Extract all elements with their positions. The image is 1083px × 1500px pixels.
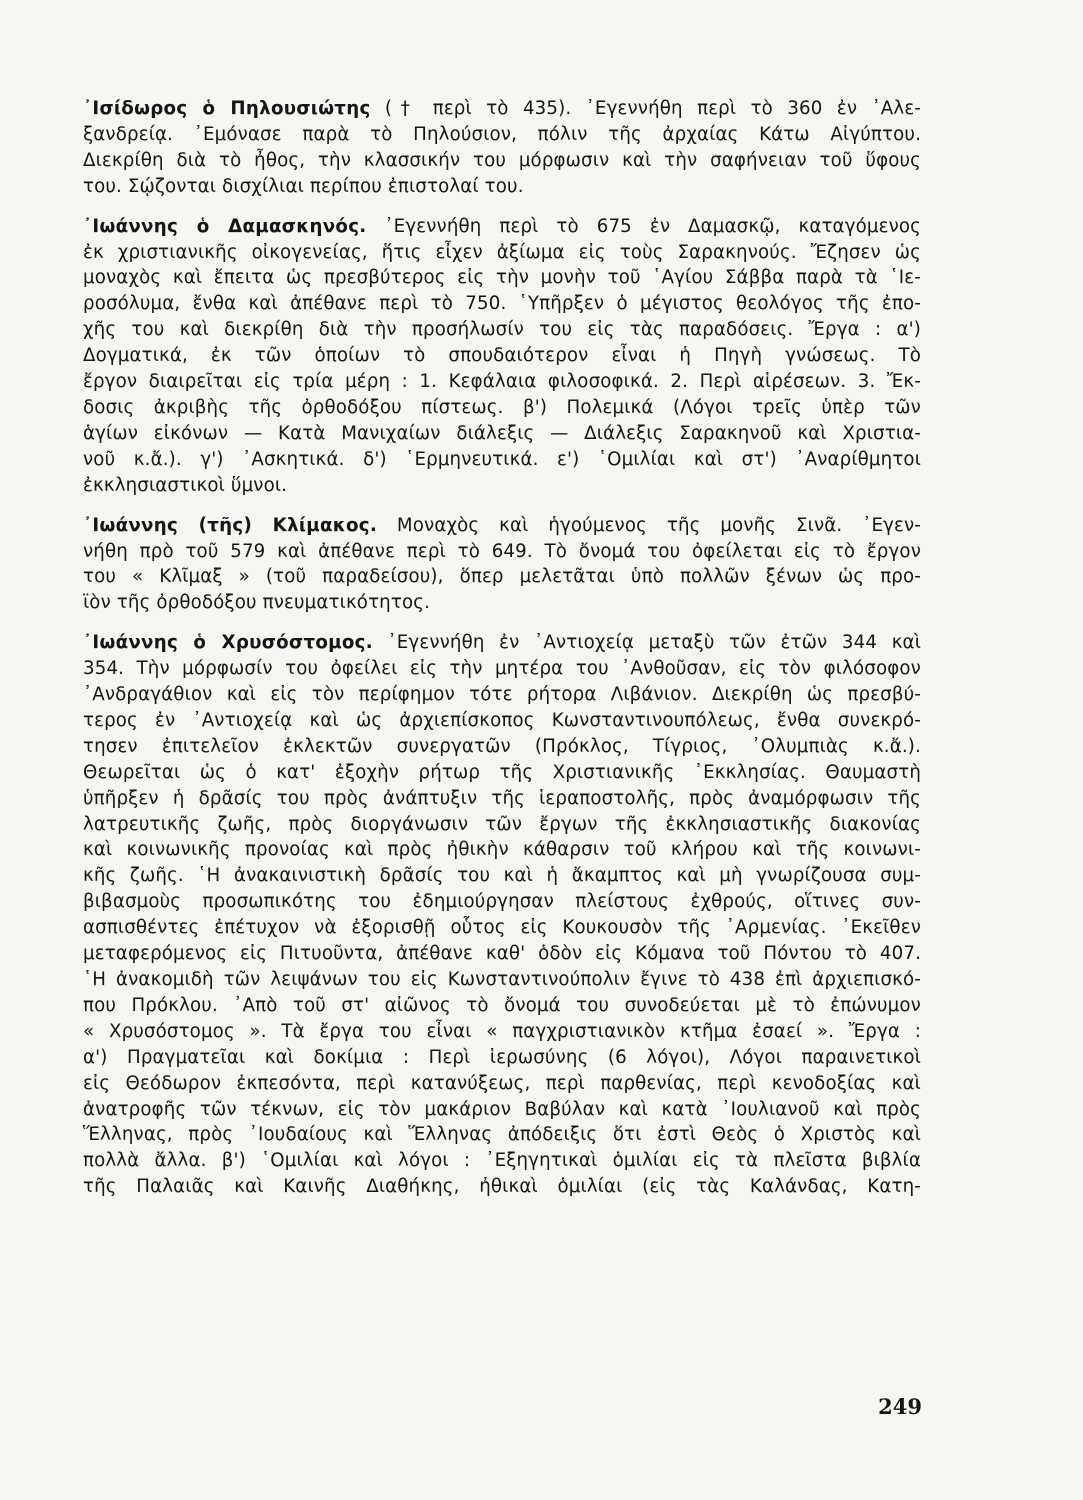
text-line: μεταφερόμενος εἰς Πιτυοῦντα, ἀπέθανε καθ' ὁδὸν εἰς Κόμανα τοῦ Πόντου τὸ 407. [83, 943, 921, 965]
text-line: μοναχὸς καὶ ἔπειτα ὡς πρεσβύτερος εἰς τὴν μονὴν τοῦ ῾Αγίου Σάββα παρὰ τὰ ῾Ιε- [83, 267, 921, 289]
text-line: κῆς ζωῆς. ῾Η ἀνακαινιστικὴ δρᾶσίς του καὶ ἡ ἄκαμπτος καὶ μὴ γνωρίζουσα συμ- [83, 865, 921, 887]
text-line: ἔργον διαιρεῖται εἰς τρία μέρη : 1. Κεφάλαια φιλοσοφικά. 2. Περὶ αἱρέσεων. 3. Ἔκ- [83, 371, 921, 393]
text-line: νοῦ κ.ἄ.). γ') ᾿Ασκητικά. δ') ῾Ερμηνευτικά. ε') ῾Ομιλίαι καὶ στ') ᾿Αναρίθμητοι [83, 448, 921, 470]
text-line: βιβασμοὺς προσωπικότης του ἐδημιούργησαν πλείστους ἐχθρούς, οἵτινες συν- [83, 891, 921, 913]
text-line: καὶ κοινωνικῆς προνοίας καὶ πρὸς ἠθικὴν κάθαρσιν τοῦ κλήρου καὶ τῆς κοινωνι- [83, 839, 921, 861]
text-line: Δογματικά, ἐκ τῶν ὁποίων τὸ σπουδαιότερον εἶναι ἡ Πηγὴ γνώσεως. Τὸ [83, 345, 921, 367]
text-line: Ἕλληνας, πρὸς ᾿Ιουδαίους καὶ Ἕλληνας ἀπόδειξις ὅτι ἐστὶ Θεὸς ὁ Χριστὸς καὶ [83, 1124, 921, 1146]
text-line: του « Κλῖμαξ » (τοῦ παραδείσου), ὅπερ μελετᾶται ὑπὸ πολλῶν ξένων ὡς προ- [83, 566, 921, 588]
text-line: πολλὰ ἄλλα. β') ῾Ομιλίαι καὶ λόγοι : ᾿Εξηγητικαὶ ὁμιλίαι εἰς τὰ πλεῖστα βιβλία [83, 1150, 921, 1172]
text-line: Θεωρεῖται ὡς ὁ κατ' ἐξοχὴν ρήτωρ τῆς Χριστιανικῆς ᾿Εκκλησίας. Θαυμαστὴ [83, 761, 921, 783]
text-line: Διεκρίθη διὰ τὸ ἦθος, τὴν κλασσικήν του μόρφωσιν καὶ τὴν σαφήνειαν τοῦ ὕφους [83, 149, 921, 171]
entry-john-damascene [83, 214, 921, 499]
text-line: τῆς Παλαιᾶς καὶ Καινῆς Διαθήκης, ἠθικαὶ ὁμιλίαι (εἰς τὰς Καλάνδας, Κατη- [83, 1176, 921, 1198]
text-line: ᾿Ισίδωρος ὁ Πηλουσιώτης († περὶ τὸ 435). ᾿Εγεννήθη περὶ τὸ 360 ἐν ᾿Αλε- [83, 98, 922, 119]
text-line: λατρευτικῆς ζωῆς, πρὸς διοργάνωσιν τῶν ἔργων τῆς ἐκκλησιαστικῆς διακονίας [83, 813, 921, 835]
entry-heading: ᾿Ιωάννης (τῆς) Κλίμακος. [83, 514, 378, 536]
text-line: ασπισθέντες ἐπέτυχον νὰ ἐξορισθῇ οὗτος εἰς Κουκουσὸν τῆς ᾿Αρμενίας. ᾿Εκεῖθεν [83, 917, 921, 939]
entry-heading: ᾿Ισίδωρος ὁ Πηλουσιώτης [83, 98, 371, 119]
text-line: ἁγίων εἰκόνων — Κατὰ Μανιχαίων διάλεξις — Διάλεξις Σαρακηνοῦ καὶ Χριστια- [83, 422, 921, 444]
text-line: ϊὸν τῆς ὀρθοδόξου πνευματικότητος. [83, 592, 430, 614]
text-line: ὑπῆρξεν ἡ δρᾶσίς του πρὸς ἀνάπτυξιν τῆς ἱεραποστολῆς, πρὸς ἀναμόρφωσιν τῆς [83, 787, 921, 809]
text-line: ἐκ χριστιανικῆς οἰκογενείας, ἥτις εἶχεν ἀξίωμα εἰς τοὺς Σαρακηνούς. Ἔζησεν ὡς [83, 241, 921, 263]
text-line: τερος ἐν ᾿Αντιοχείᾳ καὶ ὡς ἀρχιεπίσκοπος Κωνσταντινουπόλεως, ἔνθα συνεκρό- [83, 709, 921, 731]
text-line: « Χρυσόστομος ». Τὰ ἔργα του εἶναι « παγχριστιανικὸν κτῆμα ἐσαεί ». Ἔργα : [83, 1020, 921, 1042]
entry-heading: ᾿Ιωάννης ὁ Δαμασκηνός. [83, 215, 367, 237]
text-line: ᾿Ιωάννης ὁ Χρυσόστομος. ᾿Εγεννήθη ἐν ᾿Αντιοχείᾳ μεταξὺ τῶν ἐτῶν 344 καὶ [83, 632, 922, 654]
text-line: ᾿Ανδραγάθιον καὶ εἰς τὸν περίφημον τότε ρήτορα Λιβάνιον. Διεκρίθη ὡς πρεσβύ- [83, 684, 921, 706]
text-line: ἐκκλησιαστικοὶ ὕμνοι. [83, 474, 288, 496]
text-line: ροσόλυμα, ἔνθα καὶ ἀπέθανε περὶ τὸ 750. ῾Υπῆρξεν ὁ μέγιστος θεολόγος τῆς ἐπο- [83, 293, 921, 315]
entry-isidore [83, 96, 921, 200]
text-line: ᾿Ιωάννης (τῆς) Κλίμακος. Μοναχὸς καὶ ἡγούμενος τῆς μονῆς Σινᾶ. ᾿Εγεν- [83, 514, 921, 536]
text-line: του. Σῴζονται δισχίλιαι περίπου ἐπιστολαί του. [83, 175, 524, 197]
entry-john-climacus [83, 513, 921, 617]
text-line: εἰς Θεόδωρον ἐκπεσόντα, περὶ κατανύξεως, περὶ παρθενίας, περὶ κενοδοξίας καὶ [83, 1072, 921, 1094]
text-block [83, 96, 921, 1214]
entry-heading: ᾿Ιωάννης ὁ Χρυσόστομος. [83, 632, 373, 654]
text-line: νήθη πρὸ τοῦ 579 καὶ ἀπέθανε περὶ τὸ 649. Τὸ ὄνομά του ὀφείλεται εἰς τὸ ἔργον [83, 540, 921, 562]
text-line: α') Πραγματεῖαι καὶ δοκίμια : Περὶ ἱερωσύνης (6 λόγοι), Λόγοι παραινετικοὶ [83, 1046, 921, 1068]
page-number: 249 [878, 1394, 922, 1419]
text-line: ῾Η ἀνακομιδὴ τῶν λειψάνων του εἰς Κωνσταντινούπολιν ἔγινε τὸ 438 ἐπὶ ἀρχιεπισκό- [83, 969, 921, 990]
text-line: 354. Τὴν μόρφωσίν του ὀφείλει εἰς τὴν μητέρα του ᾿Ανθοῦσαν, εἰς τὸν φιλόσοφον [83, 658, 921, 680]
text-line: ξανδρείᾳ. ᾿Εμόνασε παρὰ τὸ Πηλούσιον, πόλιν τῆς ἀρχαίας Κάτω Αἰγύπτου. [83, 123, 921, 145]
text-line: τησεν ἐπιτελεῖον ἐκλεκτῶν συνεργατῶν (Πρόκλος, Τίγριος, ᾿Ολυμπιὰς κ.ἄ.). [83, 735, 921, 757]
text-line: χῆς του καὶ διεκρίθη διὰ τὴν προσήλωσίν του εἰς τὰς παραδόσεις. Ἔργα : α') [83, 319, 921, 341]
text-line: δοσις ἀκριβὴς τῆς ὀρθοδόξου πίστεως. β') Πολεμικά (Λόγοι τρεῖς ὑπὲρ τῶν [83, 396, 921, 418]
text-line: ᾿Ιωάννης ὁ Δαμασκηνός. ᾿Εγεννήθη περὶ τὸ 675 ἐν Δαμασκῷ, καταγόμενος [83, 215, 921, 237]
entry-john-chrysostom [83, 630, 921, 1200]
text-line: ἀνατροφῆς τῶν τέκνων, εἰς τὸν μακάριον Βαβύλαν καὶ κατὰ ᾿Ιουλιανοῦ καὶ πρὸς [83, 1098, 921, 1120]
text-line: που Πρόκλου. ᾿Απὸ τοῦ στ' αἰῶνος τὸ ὄνομά του συνοδεύεται μὲ τὸ ἐπώνυμον [83, 994, 921, 1016]
